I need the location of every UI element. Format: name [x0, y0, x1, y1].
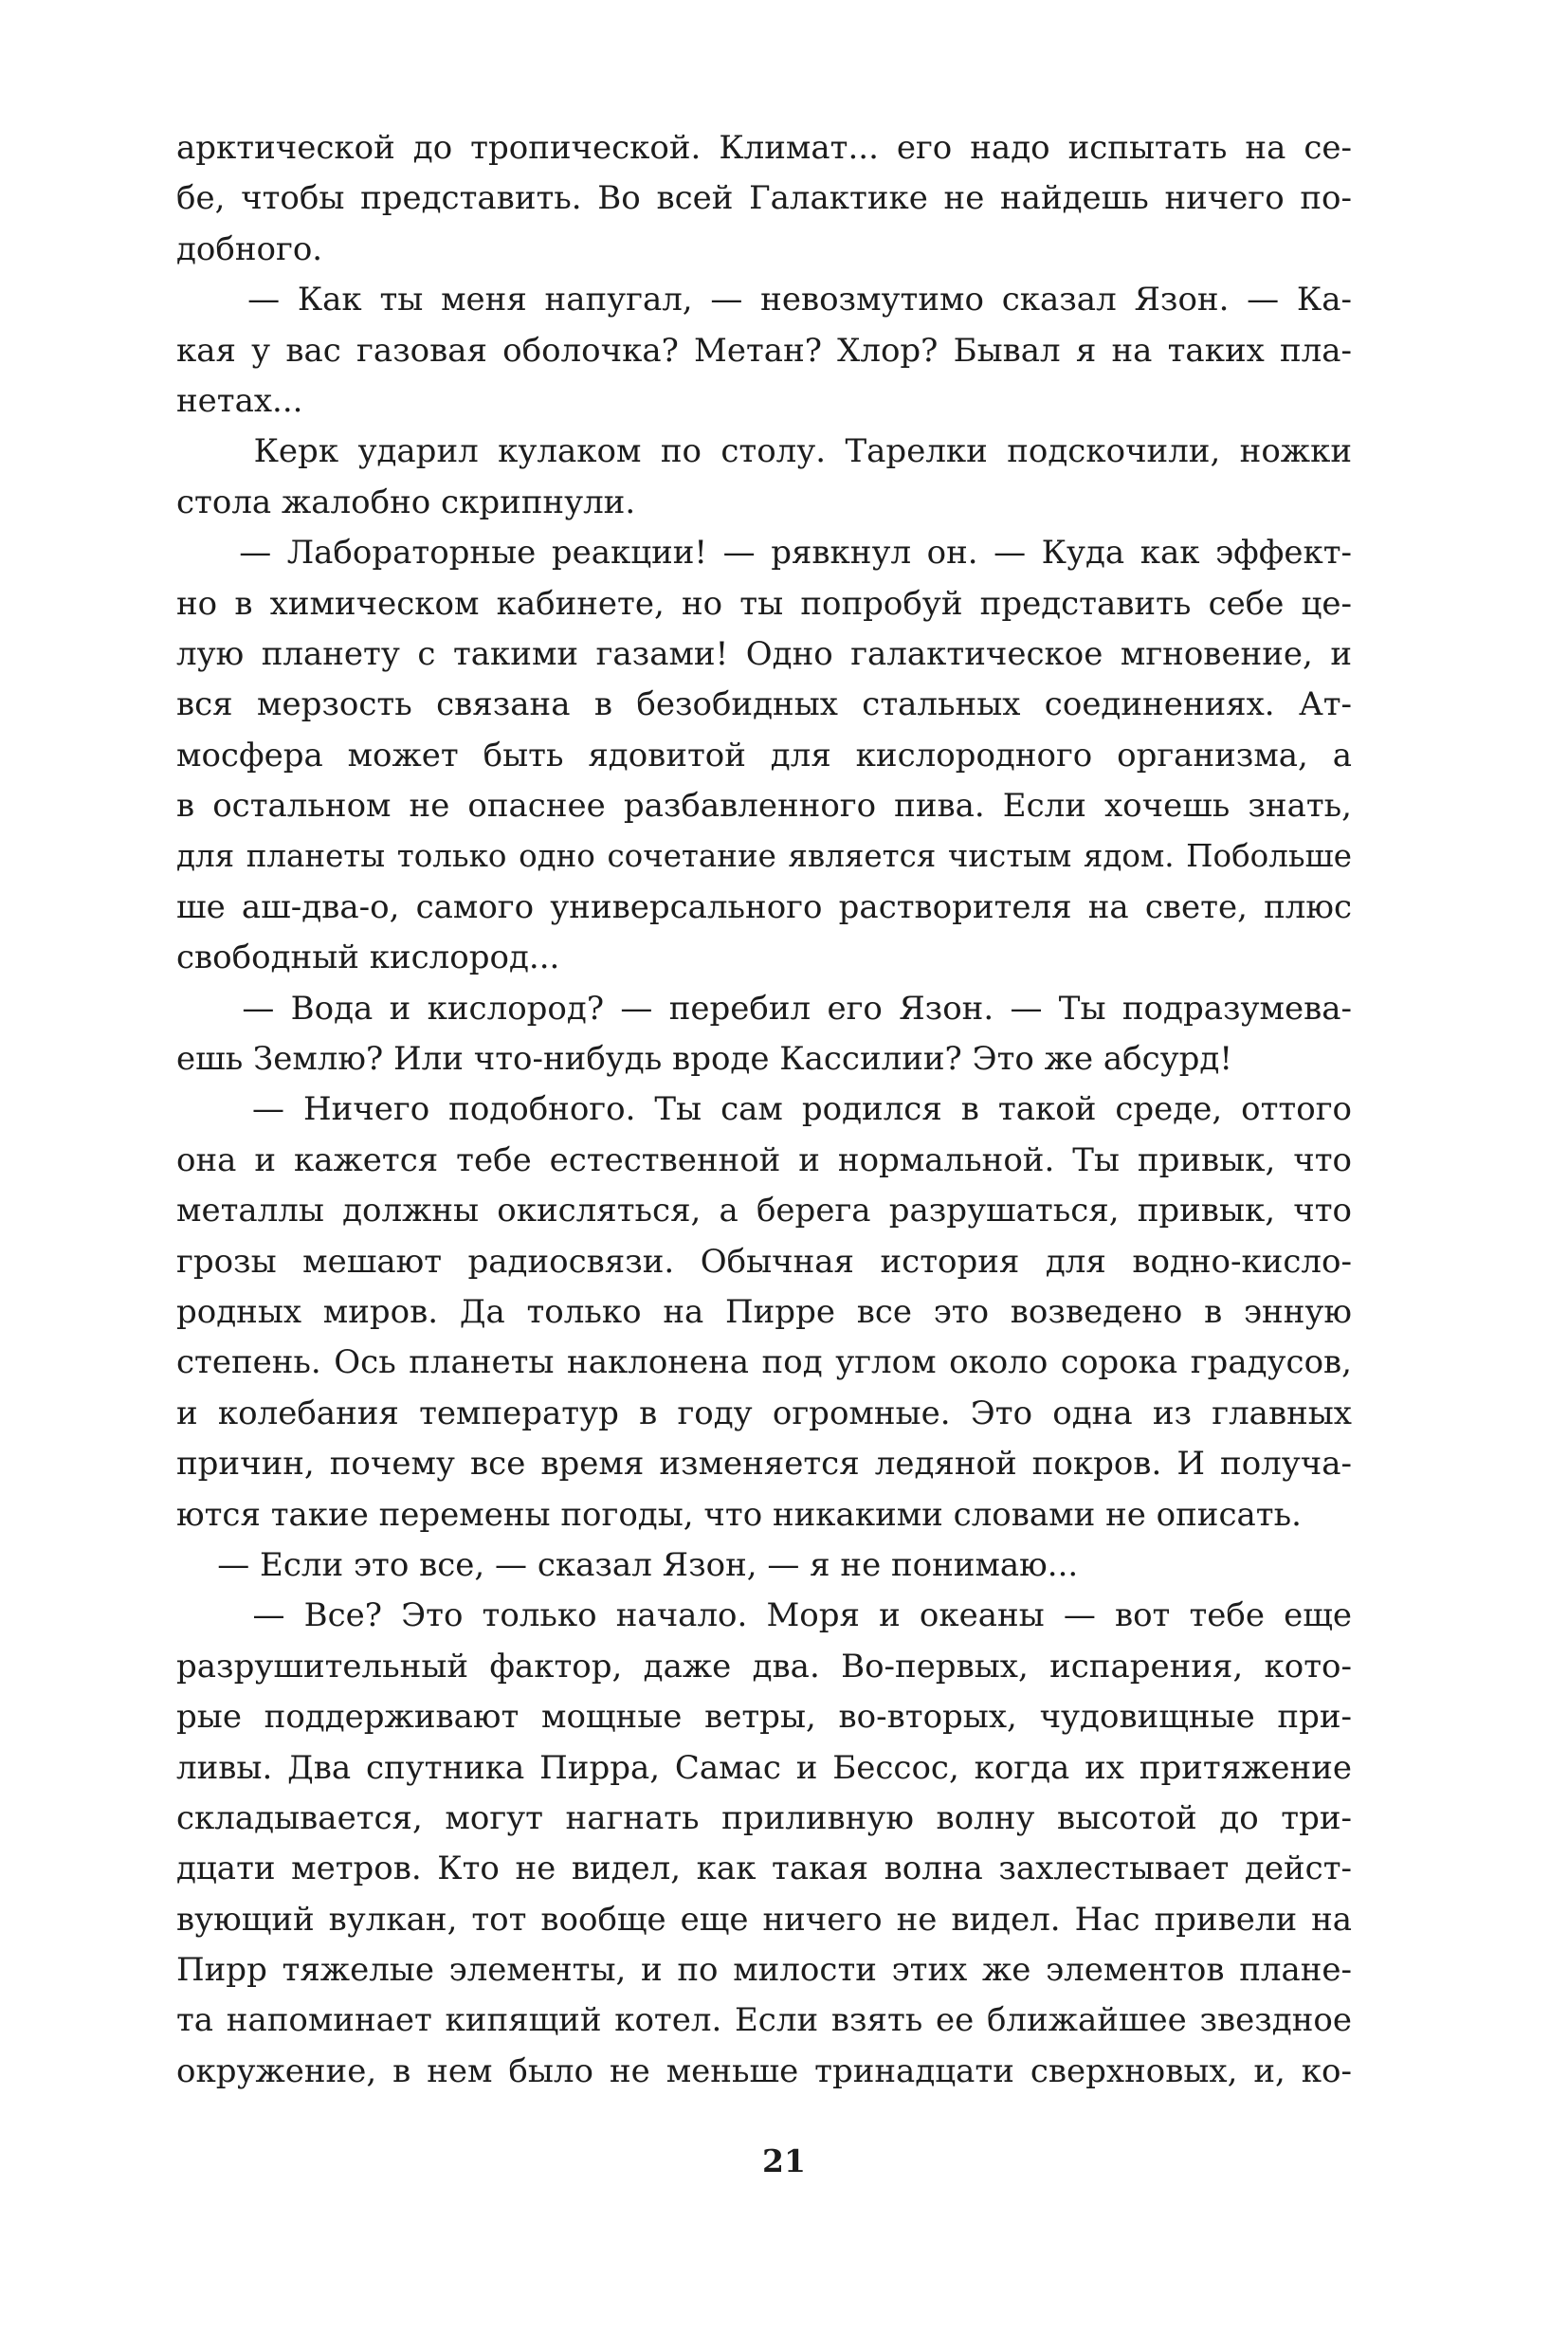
- text-line: степень. Ось планеты наклонена под углом около сорока градусов,: [176, 1343, 1352, 1382]
- body-text: [176, 123, 1352, 2097]
- text-line: разрушительный фактор, даже два. Во-первых, испарения, кото-: [176, 1647, 1352, 1686]
- text-line: складывается, могут нагнать приливную волну высотой до три-: [176, 1798, 1352, 1837]
- text-line: окружение, в нем было не меньше тринадцати сверхновых, и, ко-: [176, 2051, 1352, 2090]
- text-line: но в химическом кабинете, но ты попробуй представить себе це-: [176, 584, 1352, 623]
- page-number: 21: [762, 2142, 806, 2179]
- text-line: причин, почему все время изменяется ледяной покров. И получа-: [176, 1445, 1352, 1484]
- text-line: ешь Землю? Или что-нибудь вроде Кассилии? Это же абсурд!: [176, 1040, 1233, 1079]
- text-line: Пирр тяжелые элементы, и по милости этих же элементов плане-: [176, 1951, 1352, 1990]
- text-line: та напоминает кипящий котел. Если взять ее ближайшее звездное: [176, 2001, 1352, 2040]
- text-line: добного.: [176, 229, 323, 268]
- text-line: в остальном не опаснее разбавленного пива. Если хочешь знать,: [176, 787, 1352, 826]
- text-line: — Ничего подобного. Ты сам родился в такой среде, оттого: [176, 1090, 1352, 1129]
- text-line: нетах...: [176, 381, 303, 420]
- text-line: грозы мешают радиосвязи. Обычная история для водно-кисло-: [176, 1242, 1352, 1281]
- text-line: — Лабораторные реакции! — рявкнул он. — Куда как эффект-: [176, 534, 1352, 573]
- text-line: лую планету с такими газами! Одно галактическое мгновение, и: [176, 634, 1352, 673]
- text-line: она и кажется тебе естественной и нормальной. Ты привык, что: [176, 1140, 1352, 1179]
- text-line: — Все? Это только начало. Моря и океаны — вот тебе еще: [176, 1596, 1352, 1635]
- text-line: стола жалобно скрипнули.: [176, 483, 636, 521]
- text-line: ше аш-два-о, самого универсального растворителя на свете, плюс: [176, 887, 1352, 926]
- text-line: рые поддерживают мощные ветры, во-вторых, чудовищные при-: [176, 1698, 1352, 1737]
- text-line: родных миров. Да только на Пирре все это возведено в энную: [176, 1292, 1352, 1331]
- text-line: — Как ты меня напугал, — невозмутимо сказал Язон. — Ка-: [176, 281, 1352, 319]
- text-line: — Вода и кислород? — перебил его Язон. — Ты подразумева-: [176, 989, 1352, 1028]
- text-line: бе, чтобы представить. Во всей Галактике не найдешь ничего по-: [176, 179, 1352, 218]
- text-line: кая у вас газовая оболочка? Метан? Хлор? Бывал я на таких пла-: [176, 331, 1352, 370]
- text-line: арктической до тропической. Климат... его надо испытать на се-: [176, 129, 1352, 167]
- text-line: — Если это все, — сказал Язон, — я не понимаю...: [176, 1545, 1079, 1584]
- text-line: дцати метров. Кто не видел, как такая волна захлестывает дейст-: [176, 1850, 1352, 1888]
- text-line: для планеты только одно сочетание является чистым ядом. Побольше: [176, 838, 1352, 875]
- text-line: вся мерзость связана в безобидных стальных соединениях. Ат-: [176, 685, 1352, 724]
- text-line: металлы должны окисляться, а берега разрушаться, привык, что: [176, 1192, 1352, 1230]
- text-line: и колебания температур в году огромные. Это одна из главных: [176, 1394, 1352, 1432]
- text-line: Керк ударил кулаком по столу. Тарелки подскочили, ножки: [176, 432, 1352, 471]
- text-line: ются такие перемены погоды, что никакими словами не описать.: [176, 1495, 1302, 1534]
- text-line: свободный кислород...: [176, 939, 560, 977]
- text-line: вующий вулкан, тот вообще еще ничего не видел. Нас привели на: [176, 1900, 1352, 1939]
- text-line: ливы. Два спутника Пирра, Самас и Бессос, когда их притяжение: [176, 1748, 1352, 1787]
- text-line: мосфера может быть ядовитой для кислородного организма, а: [176, 736, 1352, 775]
